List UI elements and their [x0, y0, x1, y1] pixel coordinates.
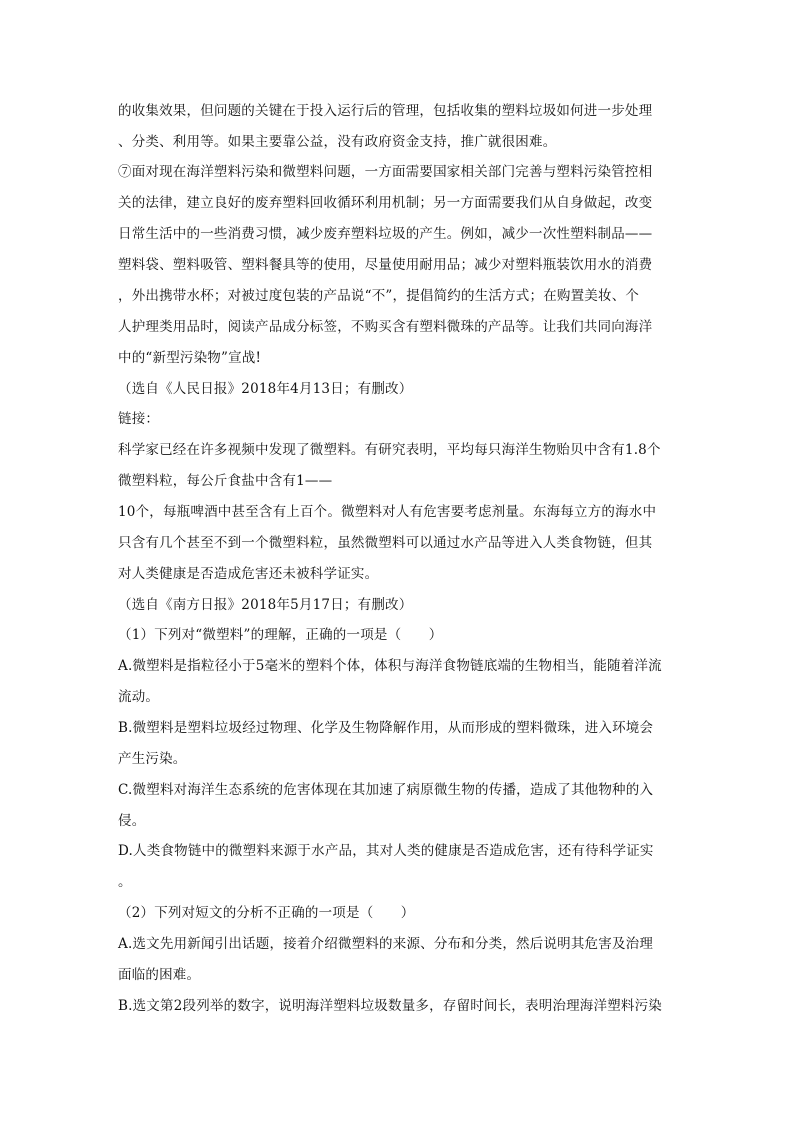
- option-line: B.选文第2段列举的数字，说明海洋塑料垃圾数量多，存留时间长，表明治理海洋塑料污染: [118, 998, 662, 1014]
- text-line: 微塑料粒，每公斤食盐中含有1——: [118, 473, 333, 489]
- text-line: 中的“新型污染物”宣战!: [118, 350, 262, 366]
- option-line: A.微塑料是指粒径小于5毫米的塑料个体，体积与海洋食物链底端的生物相当，能随着洋流: [118, 658, 662, 674]
- question-stem: （2）下列对短文的分析不正确的一项是（ ）: [118, 905, 415, 921]
- question-stem: （1）下列对“微塑料”的理解，正确的一项是（ ）: [118, 627, 443, 643]
- text-line: 日常生活中的一些消费习惯，减少废弃塑料垃圾的产生。例如，减少一次性塑料制品——: [118, 226, 653, 242]
- option-line: B.微塑料是塑料垃圾经过物理、化学及生物降解作用，从而形成的塑料微珠，进入环境会: [118, 720, 654, 736]
- source-citation: （选自《南方日报》2018年5月17日；有删改）: [118, 597, 413, 613]
- text-line: 10个，每瓶啤酒中甚至含有上百个。微塑料对人有危害要考虑剂量。东海每立方的海水中: [118, 504, 657, 520]
- text-line: 塑料袋、塑料吸管、塑料餐具等的使用，尽量使用耐用品；减少对塑料瓶装饮用水的消费: [118, 257, 653, 273]
- text-line: 对人类健康是否造成危害还未被科学证实。: [118, 566, 379, 582]
- option-line: A.选文先用新闻引出话题，接着介绍微塑料的来源、分布和分类，然后说明其危害及治理: [118, 936, 654, 952]
- text-line: 的收集效果，但问题的关键在于投入运行后的管理，包括收集的塑料垃圾如何进一步处理: [118, 103, 653, 119]
- text-line: 关的法律，建立良好的废弃塑料回收循环利用机制；另一方面需要我们从自身做起，改变: [118, 195, 653, 211]
- section-heading: 链接：: [118, 411, 160, 427]
- option-line: 侵。: [118, 813, 146, 829]
- text-line: 、分类、利用等。如果主要靠公益，没有政府资金支持，推广就很困难。: [118, 134, 557, 150]
- text-line: ⑦面对现在海洋塑料污染和微塑料问题，一方面需要国家相关部门完善与塑料污染管控相: [118, 164, 653, 180]
- option-line: 流动。: [118, 689, 160, 705]
- option-line: 产生污染。: [118, 751, 187, 767]
- text-line: 科学家已经在许多视频中发现了微塑料。有研究表明，平均每只海洋生物贻贝中含有1.8个: [118, 442, 661, 458]
- text-line: 人护理类用品时，阅读产品成分标签，不购买含有塑料微珠的产品等。让我们共同向海洋: [118, 319, 653, 335]
- text-line: ，外出携带水杯；对被过度包装的产品说“不”，提倡简约的生活方式；在购置美妆、个: [118, 288, 640, 304]
- source-citation: （选自《人民日报》2018年4月13日；有删改）: [118, 381, 413, 397]
- option-line: C.微塑料对海洋生态系统的危害体现在其加速了病原微生物的传播，造成了其他物种的入: [118, 782, 654, 798]
- option-line: 面临的困难。: [118, 967, 201, 983]
- text-line: 只含有几个甚至不到一个微塑料粒，虽然微塑料可以通过水产品等进入人类食物链，但其: [118, 535, 653, 551]
- option-line: D.人类食物链中的微塑料来源于水产品，其对人类的健康是否造成危害，还有待科学证实: [118, 843, 654, 859]
- option-line: 。: [118, 874, 132, 890]
